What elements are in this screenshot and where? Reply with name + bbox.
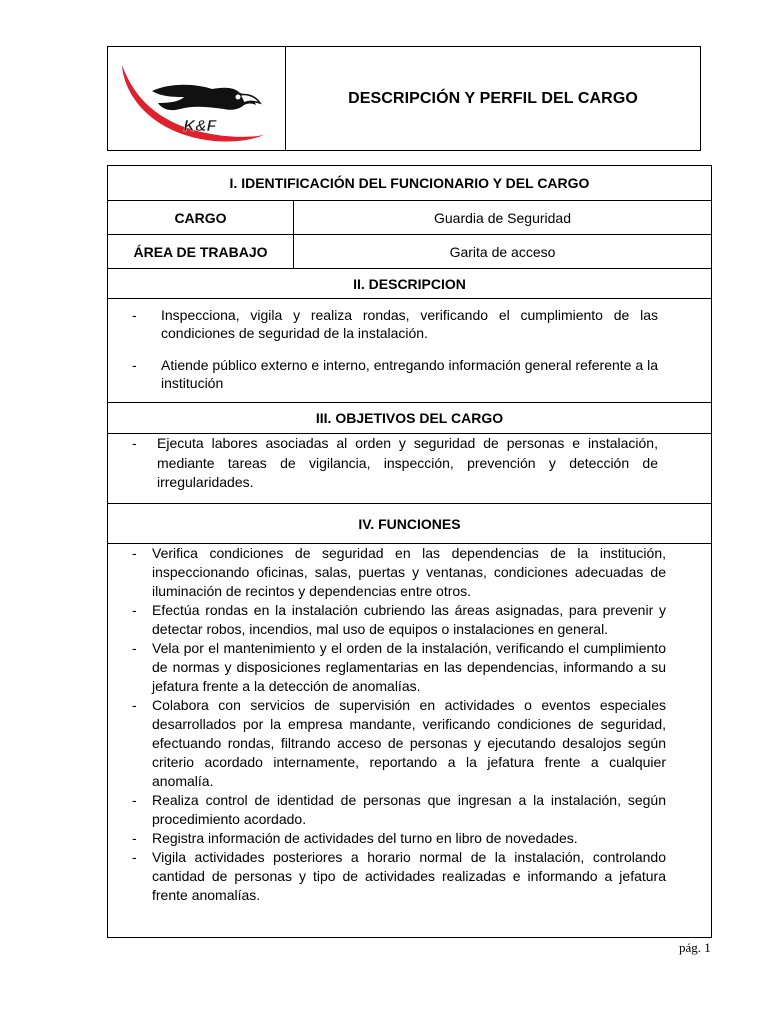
logo-bird-eye: [236, 95, 241, 100]
list-item: [132, 306, 658, 342]
list-item-text: Vela por el mantenimiento y el orden de la instalación, verificando el cumplimiento de normas y disposiciones reglamentarias en las dependencias, informando a su jefatura frente a la detección de anomalías.: [152, 640, 666, 694]
document-header: [107, 46, 701, 151]
list-item-text: Colabora con servicios de supervisión en actividades o eventos especiales desarrollados por la empresa mandante, verificando condiciones de seguridad, efectuando rondas, filtrando acceso de personas y ejecutando desalojos según criterio acordado internamente, reportando a la jefatura frente a cualquier anomalía.: [152, 697, 666, 789]
bullet-dash: -: [132, 545, 137, 561]
section-objectives-title: III. OBJETIVOS DEL CARGO: [108, 403, 711, 434]
logo-cell: [108, 47, 286, 150]
cargo-row: [108, 201, 711, 235]
list-item-text: Verifica condiciones de seguridad en las dependencias de la institución, inspeccionando oficinas, salas, puertas y ventanas, condiciones adecuadas de iluminación de recintos y dependencias entre otros.: [152, 545, 666, 599]
list-item: [132, 639, 666, 696]
bullet-dash: -: [132, 357, 137, 373]
list-item: [132, 356, 658, 392]
list-item: [132, 434, 658, 493]
list-item-text: Inspecciona, vigila y realiza rondas, verificando el cumplimiento de las condiciones de seguridad de la instalación.: [161, 307, 658, 341]
cargo-label: CARGO: [108, 201, 294, 234]
cargo-value: Guardia de Seguridad: [434, 209, 571, 226]
list-item-text: Realiza control de identidad de personas que ingresan a la instalación, según procedimiento acordado.: [152, 792, 666, 827]
logo-bird-beak-shape: [240, 94, 260, 103]
bullet-dash: -: [132, 792, 137, 808]
section-functions-title: IV. FUNCIONES: [108, 504, 711, 544]
bullet-dash: -: [132, 830, 137, 846]
list-item: [132, 544, 666, 601]
document-title: DESCRIPCIÓN Y PERFIL DEL CARGO: [348, 89, 638, 107]
description-body: [108, 299, 711, 403]
list-item: [132, 791, 666, 829]
bullet-dash: -: [132, 697, 137, 713]
area-row: [108, 235, 711, 269]
page-number: pág. 1: [679, 940, 711, 955]
area-value: Garita de acceso: [449, 243, 556, 260]
company-logo: [114, 57, 264, 145]
description-list: [108, 299, 711, 392]
list-item-text: Atiende público externo e interno, entregando información general referente a la institución: [161, 357, 658, 391]
section-description-title: II. DESCRIPCION: [108, 269, 711, 299]
list-item: [132, 848, 666, 905]
bullet-dash: -: [132, 640, 137, 656]
objectives-list: [108, 434, 711, 493]
bullet-dash: -: [132, 602, 137, 618]
section-identification-title: I. IDENTIFICACIÓN DEL FUNCIONARIO Y DEL CARGO: [108, 166, 711, 201]
bullet-dash: -: [132, 307, 137, 323]
bullet-dash: -: [132, 435, 137, 451]
list-item-text: Ejecuta labores asociadas al orden y seguridad de personas e instalación, mediante tareas de vigilancia, inspección, prevención y detección de irregularidades.: [157, 435, 658, 490]
list-item: [132, 696, 666, 791]
bullet-dash: -: [132, 849, 137, 865]
area-label: ÁREA DE TRABAJO: [108, 235, 294, 268]
list-item-text: Vigila actividades posteriores a horario normal de la instalación, controlando cantidad de personas y tipo de actividades realizadas e informando a jefatura frente anomalías.: [152, 849, 666, 903]
job-description-table: [107, 165, 712, 938]
list-item: [132, 829, 666, 848]
logo-text: K&F: [183, 118, 217, 135]
functions-list: [108, 544, 711, 905]
list-item-text: Efectúa rondas en la instalación cubriendo las áreas asignadas, para prevenir y detectar robos, incendios, mal uso de equipos o instalaciones en general.: [152, 602, 666, 637]
objectives-body: [108, 434, 711, 504]
list-item: [132, 601, 666, 639]
functions-body: [108, 544, 711, 937]
list-item-text: Registra información de actividades del turno en libro de novedades.: [152, 830, 578, 846]
